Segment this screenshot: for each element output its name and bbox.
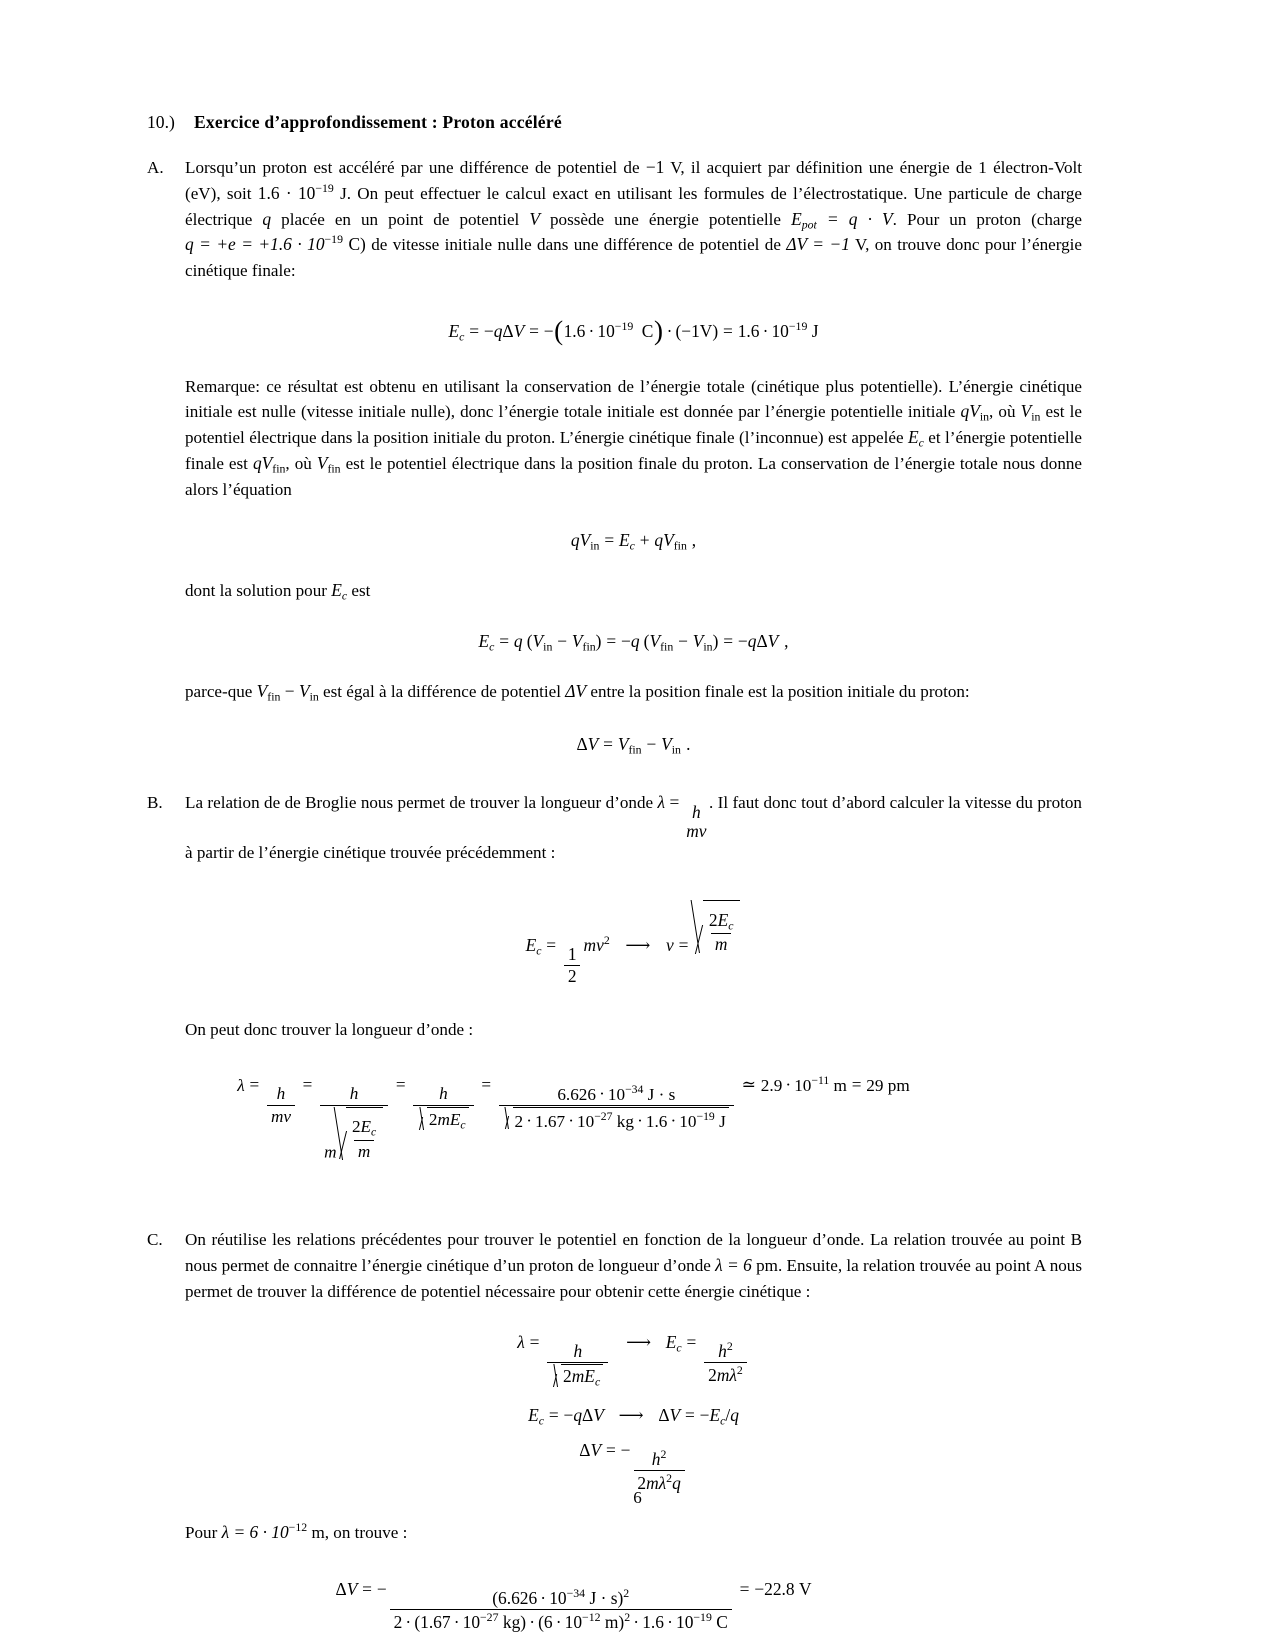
equation-deltaV-numerique [125, 1580, 1022, 1633]
math-inline-Ec [907, 427, 924, 450]
text-run: Lorsqu’un proton est accéléré par une différence de potentiel de [185, 158, 646, 177]
text-run: m, on trouve : [307, 1522, 408, 1542]
symbol: qV [960, 401, 980, 422]
equation-vitesse-depuis-Ec [185, 900, 1082, 987]
equation-body: ΔV = − $\frac{(6.626 \cdot 10^{-34} J \cdot s)^2}{2 \cdot (1.67 \cdot 10^{-27} kg) \cdot (6 \cdot 10^{-12} m)^2 \cdot 1.6 \cdot 10^{-19} C}$ = −22.8 V [335, 1578, 812, 1632]
item-a-label: A. [147, 158, 164, 177]
math-inline-deltaV: ΔV = −1 [786, 234, 850, 255]
math-inline-lambda: λ [657, 792, 666, 813]
text-run: V, il acquiert par définition une énergie de 1 électron-Volt (eV), soit [185, 158, 1083, 203]
text-run: . Il faut donc tout d’abord calculer la vitesse du proton à partir de l’énergie cinétique trouvée précédemment : [185, 793, 1082, 863]
subscript: in [979, 409, 990, 424]
text-run: La relation de de Broglie nous permet de trouver la longueur d’onde [185, 793, 658, 813]
text-run: possède une énergie potentielle [539, 209, 792, 229]
unit: C) [343, 234, 366, 255]
equation-energie-cinetique-finale [185, 314, 1082, 344]
equation-body: λ = $\frac{h}{mv}$ = h m $\frac{2E_c}{m}$ = $\frac{h}{2mE_c}$ = $\frac{6.626 \cdot 10^{-34} J \cdot s}{2 \cdot 1.67 \cdot 10^{-27} kg \cdot 1.6 \cdot 10^{-19} J}$ ≃ $2.9 \cdot 10^{-11}$ m = 29 pm [237, 1073, 910, 1162]
text-run: est le potentiel électrique dans la position finale du proton. La conservation de l’énergie totale nous donne alors l’équation [185, 454, 1082, 499]
symbol: E [791, 208, 802, 229]
subscript: fin [327, 461, 341, 476]
equation-deltaV-formule [185, 1441, 1082, 1494]
subscript: pot [801, 216, 817, 231]
math-frac-h-mv [686, 803, 706, 841]
text-run: pm. Ensuite, la relation trouvée au point A nous permet de trouver la différence de potentiel nécessaire pour obtenir cette énergie cinétique : [185, 1256, 1082, 1302]
text-run: V, on trouve donc pour l’énergie cinétique finale: [185, 235, 1082, 281]
page-content [147, 112, 1082, 1632]
math-inline-Ec2 [331, 579, 348, 603]
symbol: qV [252, 453, 273, 474]
paragraph-dont-solution [185, 578, 1082, 604]
exercise-number: 10.) [147, 112, 175, 132]
text-run: parce-que [185, 682, 257, 702]
text-run: J. On peut effectuer le calcul exact en utilisant les formules de l’électrostatique. Une particule de charge électrique [185, 183, 1082, 229]
text-run: est le potentiel électrique dans la position initiale du proton. L’énergie cinétique finale (l’inconnue) est appelée [185, 402, 1082, 448]
text-run: , où [285, 454, 317, 474]
value: q = +e = +1.6 · 10 [185, 234, 325, 255]
symbol: E [907, 427, 919, 448]
math-inline-dV2: ΔV [565, 681, 587, 702]
math-inline-1p6e19 [257, 180, 334, 203]
text-run: de vitesse initiale nulle dans une différence de potentiel de [365, 235, 787, 255]
equation-lambda-vers-Ec [185, 1333, 1082, 1390]
math-inline-qVin [960, 401, 990, 424]
paragraph-c2 [185, 1520, 1082, 1546]
math-inline-Vfin2 [256, 681, 281, 704]
item-a-body [185, 155, 1082, 790]
text-run: Pour [185, 1522, 222, 1542]
subscript: fin [267, 689, 281, 704]
text-run: On réutilise les relations précédentes pour trouver le potentiel en fonction de la longueur d’onde. La relation trouvée au point B nous permet de connaitre l’énergie cinétique d’un proton de longueur d’onde [185, 1230, 1082, 1276]
paragraph-parce-que [185, 679, 1082, 705]
text-run: . Pour un proton (charge [892, 209, 1083, 229]
relation: = q · V [816, 208, 893, 229]
equation-body: ΔV = − $\frac{h^2}{2m\lambda^2q}$ [579, 1441, 687, 1494]
item-c [147, 1227, 1082, 1632]
math-inline-lambda-6e12 [221, 1519, 308, 1542]
value: 1.6 · 10 [257, 182, 316, 203]
item-b [147, 790, 1082, 1187]
subscript: in [1031, 409, 1041, 424]
equation-body: λ = $\frac{h}{2mE_c}$ ⟶ $E_c$ = $\frac{h^2}{2m\lambda^2}$ [517, 1333, 750, 1390]
text-run: dont la solution pour [185, 580, 332, 600]
math-inline-Vin [1020, 401, 1041, 424]
math-inline-Vin2 [298, 681, 319, 704]
symbol: V [298, 681, 310, 702]
subscript: in [309, 689, 319, 704]
symbol: V [256, 681, 268, 702]
math-inline-V: V [529, 208, 540, 229]
math-inline-q: q [262, 208, 272, 229]
paragraph-b2: On peut donc trouver la longueur d’onde : [185, 1019, 474, 1039]
equation-body: $\Delta V = V_{fin} - V_{in}$ . [576, 733, 691, 757]
text-run: , où [989, 402, 1021, 422]
item-b-label: B. [147, 793, 163, 813]
subscript: c [918, 435, 924, 450]
text-run: entre la position finale est la position initiale du proton: [586, 682, 970, 702]
math-minus: − [280, 681, 299, 702]
equation-conservation-energie [185, 531, 1082, 552]
paragraph-remarque [185, 374, 1082, 503]
text-run: est [347, 580, 371, 600]
exponent: −12 [288, 1519, 308, 1534]
equation-Ec-vers-deltaV [185, 1406, 1082, 1427]
text-run: placée en un point de potentiel [271, 209, 530, 229]
item-a [147, 155, 1082, 790]
math-inline-Vfin [316, 453, 341, 476]
exponent: −19 [324, 232, 344, 247]
math-inline-minus1: −1 [645, 157, 665, 177]
equation-definition-deltaV [185, 735, 1082, 756]
paragraph-a1 [185, 155, 1082, 284]
equation-body: $E_c = -q\Delta V$ ⟶ $\Delta V = -E_c/q$ [528, 1404, 739, 1427]
equation-body: $qV_{in} = E_c + qV_{fin}$ , [570, 529, 697, 552]
subscript: c [341, 588, 348, 603]
symbol: V [1020, 401, 1032, 422]
equation-longueur-onde-numerique [125, 1075, 1022, 1162]
symbol: V [316, 453, 328, 474]
value: λ = 6 · 10 [221, 1521, 289, 1542]
paragraph-c1 [185, 1227, 1082, 1304]
equation-body: $E_c$ = $\frac{1}{2}$ $mv^2$ ⟶ v = $\frac{2E_c}{m}$ [526, 900, 742, 987]
page-number: 6 [633, 1488, 642, 1507]
equation-body: $E_c = q$ $(V_{in} - V_{fin}) = -q$ $(V_{fin} - V_{in}) = -q\Delta V$ , [478, 630, 789, 654]
math-inline-charge [185, 234, 366, 254]
paragraph-b1 [185, 790, 1082, 866]
math-inline-Epot [791, 209, 893, 229]
symbol: E [331, 579, 342, 600]
exercise-title: Exercice d’approfondissement : Proton accéléré [194, 112, 562, 132]
exponent: −19 [315, 180, 334, 195]
text-run: est égal à la différence de potentiel [318, 682, 566, 702]
subscript: fin [272, 461, 286, 476]
numerator: h [692, 801, 701, 822]
denominator: mv [686, 820, 707, 841]
equation-body: $E_c = -q\Delta V = -(1.6 \cdot 10^{-19}$ $C) \cdot (-1V) = 1.6 \cdot 10^{-19}$ J [448, 315, 819, 346]
text-run: et l’énergie potentielle finale est [185, 428, 1082, 474]
item-c-label: C. [147, 1230, 163, 1250]
math-inline-lambda-6pm: λ = 6 [715, 1255, 752, 1276]
exercise-heading [147, 112, 1082, 133]
item-c-body [185, 1227, 1082, 1632]
math-inline-qVfin [252, 453, 286, 476]
math-equals: = [665, 792, 684, 813]
text-run: Remarque: ce résultat est obtenu en utilisant la conservation de l’énergie totale (cinétique plus potentielle). L’énergie cinétique initiale est nulle (vitesse initiale nulle), donc l’énergie totale initiale est donnée par l’énergie potentielle initiale [185, 376, 1082, 422]
item-b-body [185, 790, 1082, 1187]
equation-solution-Ec [185, 632, 1082, 653]
